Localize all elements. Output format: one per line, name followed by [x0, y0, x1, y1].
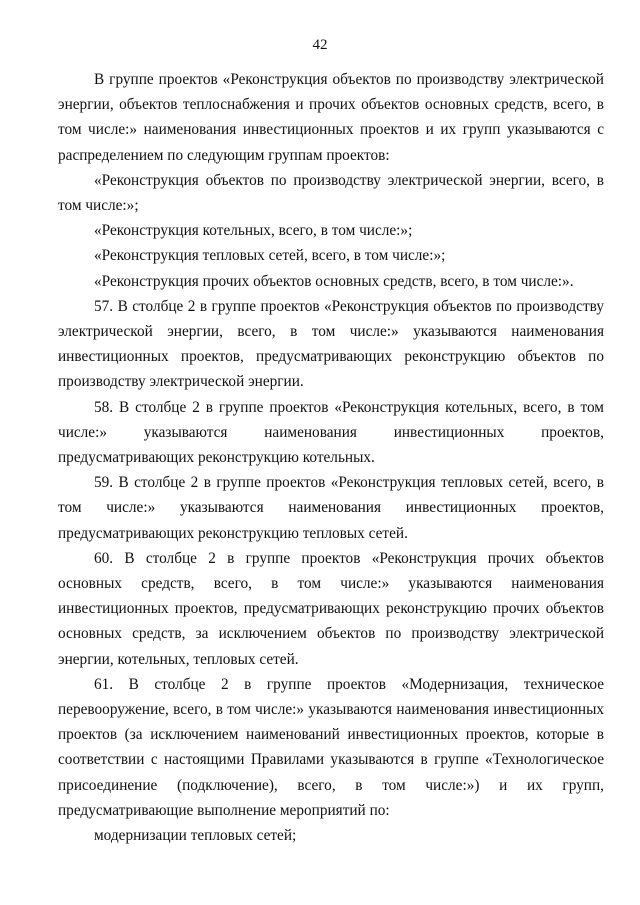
paragraph-item-60: 60. В столбце 2 в группе проектов «Реконструкция прочих объектов основных средств, всего, в том числе:» указываются наименования инвестиционных проектов, предусматривающих реконструкцию прочих объектов основных средств, за исключением объектов по производству электрической энергии, котельных, тепловых сетей. [58, 549, 604, 668]
paragraph-intro: В группе проектов «Реконструкция объектов по производству электрической энергии, объектов теплоснабжения и прочих объектов основных средств, всего, в том числе:» наименования инвестиционных проектов и их групп указываются с распределением по следующим группам проектов: [58, 71, 604, 164]
paragraph-group-boilers: «Реконструкция котельных, всего, в том числе:»; [94, 222, 413, 240]
paragraph-item-59: 59. В столбце 2 в группе проектов «Реконструкция тепловых сетей, всего, в том числе:» указываются наименования инвестиционных проектов, предусматривающих реконструкцию тепловых сетей. [58, 474, 604, 542]
paragraph-modernization-heat-networks: модернизации тепловых сетей; [94, 827, 297, 845]
paragraph-group-heat-networks: «Реконструкция тепловых сетей, всего, в том числе:»; [94, 247, 446, 265]
paragraph-group-electric: «Реконструкция объектов по производству электрической энергии, всего, в том числе:»; [58, 171, 604, 215]
paragraph-item-58: 58. В столбце 2 в группе проектов «Реконструкция котельных, всего, в том числе:» указываются наименования инвестиционных проектов, предусматривающих реконструкцию котельных. [58, 398, 604, 467]
paragraph-item-61: 61. В столбце 2 в группе проектов «Модернизация, техническое перевооружение, всего, в том числе:» указываются наименования инвестиционных проектов (за исключением наименований инвестиционных проектов, которые в соответствии с настоящими Правилами указываются в группе «Технологическое присоединение (подключение), всего, в том числе:») и их групп, предусматривающие выполнение мероприятий по: [58, 675, 604, 819]
document-body [58, 67, 604, 848]
paragraph-group-other-assets: «Реконструкция прочих объектов основных средств, всего, в том числе:». [94, 272, 574, 290]
paragraph-item-57: 57. В столбце 2 в группе проектов «Реконструкция объектов по производству электрической энергии, всего, в том числе:» указываются наименования инвестиционных проектов, предусматривающих реконструкцию объектов по производству электрической энергии. [58, 297, 604, 391]
page-number: 42 [312, 37, 328, 53]
